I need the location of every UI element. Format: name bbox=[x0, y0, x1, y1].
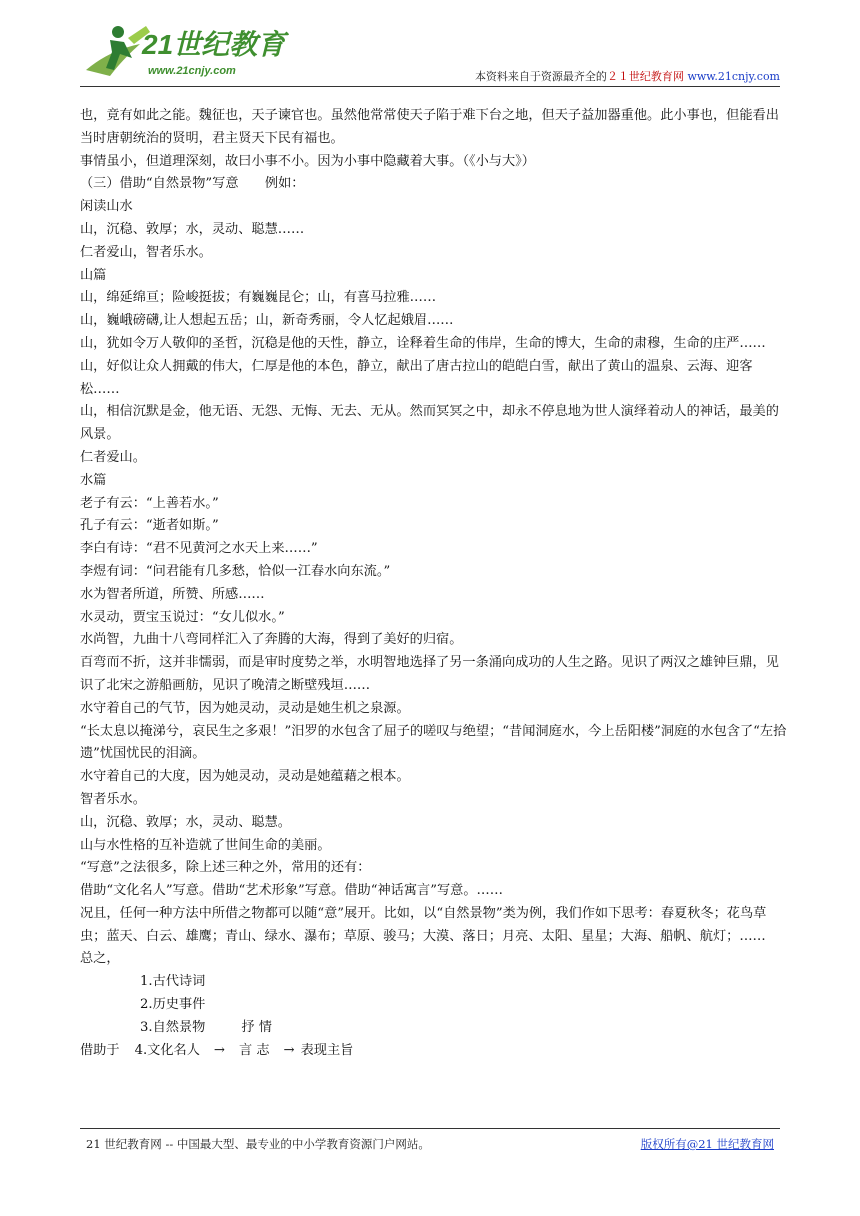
header-url-link[interactable]: www.21cnjy.com bbox=[687, 70, 780, 83]
svg-text:21世纪教育: 21世纪教育 bbox=[142, 29, 286, 60]
paragraph: 水为智者所道，所赞、所感…… bbox=[80, 586, 265, 602]
paragraph: 水守着自己的气节，因为她灵动，灵动是她生机之泉源。 bbox=[80, 700, 410, 716]
paragraph: 山，绵延绵亘；险峻挺拔；有巍巍昆仑；山，有喜马拉雅…… bbox=[80, 290, 437, 306]
page-header bbox=[80, 14, 780, 88]
header-divider bbox=[80, 86, 780, 87]
paragraph: “长太息以掩涕兮，哀民生之多艰！”汨罗的水包含了屈子的嗟叹与绝望；“昔闻洞庭水，今上岳阳楼”洞庭的水包含了“左拾遗”忧国忧民的泪滴。 bbox=[80, 723, 787, 762]
paragraph: 山，相信沉默是金，他无语、无怨、无悔、无去、无从。然而冥冥之中，却永不停息地为世人演绎着动人的神话，最美的风景。 bbox=[80, 404, 779, 443]
document-body bbox=[80, 105, 788, 1062]
section-heading: （三）借助“自然景物”写意 例如： bbox=[80, 176, 305, 192]
paragraph: 闲读山水 bbox=[80, 199, 133, 215]
paragraph: 水灵动，贾宝玉说过：“女儿似水。” bbox=[80, 609, 285, 625]
page-footer bbox=[80, 1128, 780, 1151]
summary-item: 1.古代诗词 bbox=[140, 974, 206, 990]
paragraph: 况且，任何一种方法中所借之物都可以随“意”展开。比如，以“自然景物”类为例，我们作如下思考：春夏秋冬；花鸟草虫；蓝天、白云、雄鹰；青山、绿水、瀑布；草原、骏马；大漠、落日；月亮、太阳、星星；大海、船帆、航灯；…… bbox=[80, 905, 767, 944]
summary-item: 3.自然景物 抒 情 bbox=[140, 1019, 272, 1035]
paragraph: 事情虽小，但道理深刻，故曰小事不小。因为小事中隐藏着大事。（《小与大》） bbox=[80, 153, 535, 169]
paragraph: 山，沉稳、敦厚；水，灵动、聪慧。 bbox=[80, 814, 291, 830]
paragraph: 水篇 bbox=[80, 472, 107, 488]
paragraph: 水守着自己的大度，因为她灵动，灵动是她蕴藉之根本。 bbox=[80, 769, 410, 785]
paragraph: 仁者爱山，智者乐水。 bbox=[80, 244, 212, 260]
paragraph: “写意”之法很多，除上述三种之外，常用的还有： bbox=[80, 860, 371, 876]
paragraph: 孔子有云：“逝者如斯。” bbox=[80, 518, 219, 534]
summary-result: 表现主旨 bbox=[300, 1042, 354, 1058]
paragraph: 智者乐水。 bbox=[80, 791, 146, 807]
paragraph: 仁者爱山。 bbox=[80, 449, 146, 465]
arrow-icon: → bbox=[213, 1042, 225, 1058]
svg-text:www.21cnjy.com: www.21cnjy.com bbox=[148, 65, 236, 77]
paragraph: 也，竟有如此之能。魏征也，天子谏官也。虽然他常常使天子陷于难下台之地，但天子益加器重他。此小事也，但能看出当时唐朝统治的贤明，君主贤天下民有福也。 bbox=[80, 108, 779, 146]
footer-divider bbox=[80, 1128, 780, 1129]
logo-21cnjy bbox=[80, 14, 300, 84]
paragraph: 李煜有词：“问君能有几多愁，恰似一江春水向东流。” bbox=[80, 563, 391, 579]
arrow-icon: → bbox=[283, 1042, 295, 1058]
paragraph: 百弯而不折，这并非懦弱，而是审时度势之举，水明智地选择了另一条涌向成功的人生之路。见识了两汉之雄钟巨鼎，见识了北宋之游船画舫，见识了晚清之断壁残垣…… bbox=[80, 655, 779, 693]
footer-copyright-link[interactable]: 版权所有@21 世纪教育网 bbox=[640, 1137, 774, 1151]
paragraph: 山篇 bbox=[80, 267, 107, 283]
summary-item: 2.历史事件 bbox=[140, 997, 206, 1013]
header-source-note: 本资料来自于资源最齐全的２１世纪教育网 www.21cnjy.com bbox=[474, 70, 780, 83]
paragraph: 老子有云：“上善若水。” bbox=[80, 495, 219, 511]
paragraph: 总之， bbox=[80, 951, 120, 967]
paragraph: 李白有诗：“君不见黄河之水天上来……” bbox=[80, 541, 318, 557]
paragraph: 山与水性格的互补造就了世间生命的美丽。 bbox=[80, 837, 331, 853]
summary-item: 4.文化名人 bbox=[134, 1042, 200, 1058]
summary-yanzhi: 言 志 bbox=[238, 1042, 270, 1058]
summary-shuqing: 抒 情 bbox=[241, 1019, 272, 1035]
paragraph: 水尚智，九曲十八弯同样汇入了奔腾的大海，得到了美好的归宿。 bbox=[80, 632, 463, 648]
summary-diagram bbox=[80, 971, 788, 1062]
paragraph: 山，犹如令万人敬仰的圣哲，沉稳是他的天性，静立，诠释着生命的伟岸，生命的博大，生命的肃穆，生命的庄严…… bbox=[80, 335, 766, 351]
footer-text: 21 世纪教育网 -- 中国最大型、最专业的中小学教育资源门户网站。 bbox=[86, 1137, 430, 1151]
paragraph: 山，好似让众人拥戴的伟大，仁厚是他的本色，静立，献出了唐古拉山的皑皑白雪，献出了黄山的温泉、云海、迎客松…… bbox=[80, 358, 753, 397]
paragraph: 山，巍峨磅礴,让人想起五岳；山，新奇秀丽，令人忆起娥眉…… bbox=[80, 313, 454, 329]
summary-prefix: 借助于 bbox=[80, 1042, 120, 1058]
paragraph: 山，沉稳、敦厚；水，灵动、聪慧…… bbox=[80, 221, 305, 237]
paragraph: 借助“文化名人”写意。借助“艺术形象”写意。借助“神话寓言”写意。…… bbox=[80, 883, 503, 899]
summary-row bbox=[80, 1040, 788, 1063]
